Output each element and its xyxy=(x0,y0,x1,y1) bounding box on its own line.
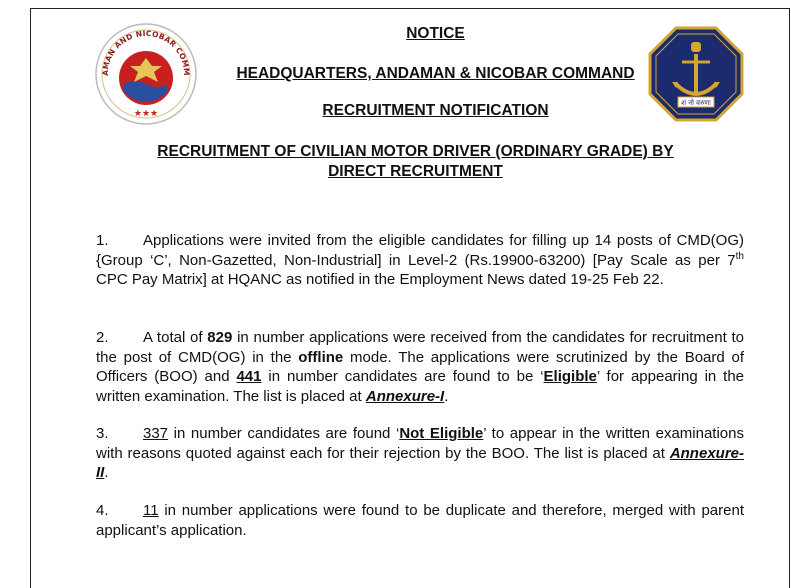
annexure-2-link[interactable]: Annexure-II xyxy=(96,444,744,481)
received-count: 829 xyxy=(207,329,233,346)
paragraph-number: 3. xyxy=(96,425,109,442)
svg-text:★★★: ★★★ xyxy=(133,109,159,119)
duplicate-count: 11 xyxy=(143,502,159,519)
paragraph-text: in number applications were found to be duplicate and therefore, merged with parent applicant’s application. xyxy=(96,502,744,539)
eligible-label: Eligible xyxy=(543,368,597,385)
not-eligible-count: 337 xyxy=(143,425,169,442)
annexure-1-link[interactable]: Annexure-I xyxy=(365,387,445,405)
paragraph-4 xyxy=(96,501,744,540)
recruitment-title xyxy=(0,142,791,182)
paragraph-text: in number candidates are found to be ‘ xyxy=(261,368,544,385)
paragraph-text: . xyxy=(104,464,109,481)
recruitment-title-line1: RECRUITMENT OF CIVILIAN MOTOR DRIVER (ORDINARY GRADE) BY xyxy=(157,143,674,160)
paragraph-text: mode. The applications were scrutinized by the Board of Officers (BOO) and xyxy=(96,348,744,385)
superscript: th xyxy=(735,250,744,262)
recruitment-notification-heading: RECRUITMENT NOTIFICATION xyxy=(322,102,549,119)
paragraph-text: CPC Pay Matrix] at HQANC as notified in the Employment News dated 19-25 Feb 22. xyxy=(96,271,664,288)
paragraph-text: ’ for appearing in the written examination. The list is placed at xyxy=(96,368,745,405)
notice-heading: NOTICE xyxy=(406,25,465,42)
paragraph-text: in number candidates are found ‘ xyxy=(168,425,400,442)
mode-offline: offline xyxy=(298,348,344,366)
svg-text:शं नो वरुणः: शं नो वरुणः xyxy=(681,99,711,107)
paragraph-number: 4. xyxy=(96,502,109,519)
paragraph-text: ’ to appear in the written examinations with reasons quoted against each for their rejection by the BOO. The list is placed at xyxy=(96,425,744,462)
recruitment-title-line2: DIRECT RECRUITMENT xyxy=(328,163,503,180)
hq-heading: HEADQUARTERS, ANDAMAN & NICOBAR COMMAND xyxy=(236,65,635,82)
paragraph-2 xyxy=(96,328,744,406)
paragraph-text: Applications were invited from the eligible candidates for filling up 14 posts of CMD(OG) {Group ‘C’, Non-Gazetted, Non-Industrial] in Level-2 (Rs.19900-63200) [Pay Scale as per 7 xyxy=(96,232,744,269)
eligible-count: 441 xyxy=(236,368,262,385)
paragraph-number: 1. xyxy=(96,232,109,249)
svg-text:ANDAMAN AND NICOBAR COMMAND: AMAN AND NICOBAR COMM xyxy=(100,28,192,77)
paragraph-number: 2. xyxy=(96,329,109,346)
paragraph-text: in number applications were received from the candidates for recruitment to the post of CMD(OG) in the xyxy=(96,329,744,366)
paragraph-text: A total of xyxy=(143,329,208,346)
paragraph-1 xyxy=(96,231,744,290)
paragraph-3 xyxy=(96,424,744,483)
paragraph-text: . xyxy=(444,387,449,405)
not-eligible-label: Not Eligible xyxy=(399,425,484,442)
